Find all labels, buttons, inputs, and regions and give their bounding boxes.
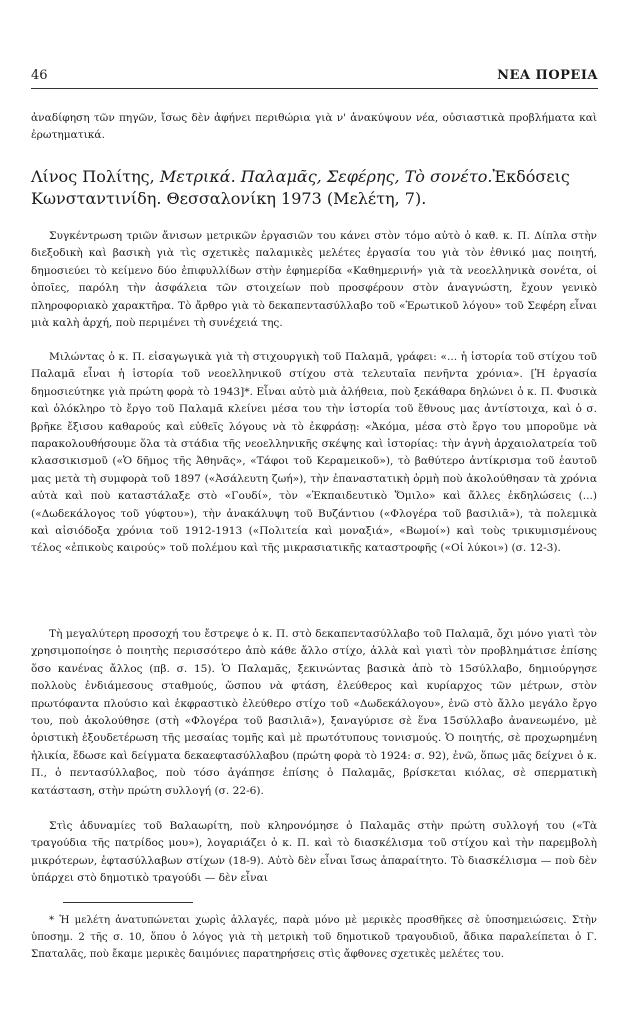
- footnote: * Ἡ μελέτη ἀνατυπώνεται χωρὶς ἀλλαγές, παρὰ μόνο μὲ μερικὲς προσθῆκες σὲ ὑποσημειώσεις. Στὴν ὑποσημ. 2 τῆς σ. 10, ὅπου ὁ λόγος γιὰ τὴ μετρικὴ τοῦ δημοτικοῦ τραγουδιοῦ, ἄδικα παραλείπεται ὁ Γ. Σπαταλᾶς, ποὺ ἔκαμε μερικὲς δαιμόνιες παρατηρήσεις στὶς ἄφθονες σχετικὲς μελέτες του.: [31, 915, 597, 960]
- running-title: ΝΕΑ ΠΟΡΕΙΑ: [497, 68, 598, 83]
- footnote-divider: [63, 902, 193, 903]
- book-publisher: Ἐκδόσεις Κωνσταντινίδη. Θεσσαλονίκη 1973 (Μελέτη, 7).: [31, 167, 570, 208]
- review-paragraph-3: Τὴ μεγαλύτερη προσοχή του ἔστρεψε ὁ κ. Π. στὸ δεκαπεντασύλλαβο τοῦ Παλαμᾶ, ὄχι μόνο γιατὶ τὸν χρησιμοποίησε ὁ ποιητὴς περισσότερο ἀπὸ κάθε ἄλλο στίχο, ἀλλὰ καὶ γιατὶ τὸν προβλημάτισε ἐπίσης ὅσο κανένας ἄλλος (πβ. σ. 15). Ὁ Παλαμᾶς, ξεκινώντας βασικὰ ἀπὸ τὸ 15σύλλαβο, δημιούργησε πολλοὺς ἐνδιάμεσους σταθμούς, ὥσπου νὰ φτάση, ἐλεύθερος καὶ κυρίαρχος τῶν μέτρων, στὸν πρωτόφαντα πλούσιο καὶ ἐκφραστικὸ ἐλεύθερο στίχο τοῦ «Δωδεκάλογου», ἐνῶ στὸ ἄλλο μεγάλο ἔργο του, ποὺ ἀκολούθησε (στὴ «Φλογέρα τοῦ βασιλιᾶ»), ξαναγύρισε σὲ ἕνα 15σύλλαβο ἀνανεωμένο, μὲ ὁριστικὴ ἐξουδετέρωση τῆς μεσαίας τομῆς καὶ μὲ πρωτότυπους τονισμούς. Ὁ ποιητής, σὲ προχωρημένη ἡλικία, ἔδωσε καὶ δείγματα δεκαεφτασύλλαβου (πρώτη φορὰ τὸ 1924: σ. 92), ἐνῶ, ὅπως μᾶς δείχνει ὁ κ. Π., ὁ πεντασύλλαβος, ποὺ τόσο ἀγάπησε ἐπίσης ὁ Παλαμᾶς, βρίσκεται κιόλας, σὲ σπερματικὴ κατάσταση, στὴν πρώτη συλλογή (σ. 22-6).: [31, 628, 597, 797]
- review-paragraph-4: Στὶς ἀδυναμίες τοῦ Βαλαωρίτη, ποὺ κληρονόμησε ὁ Παλαμᾶς στὴν πρώτη συλλογή του («Τὰ τραγούδια τῆς πατρίδος μου»), λογαριάζει ὁ κ. Π. καὶ τὸ διασκέλισμα τοῦ στίχου καὶ τὴν παρεμβολὴ μικρότερων, ἑφτασύλλαβων στίχων (18-9). Αὐτὸ δὲν εἶναι ἴσως ἀπαραίτητο. Τὸ διασκέλισμα — ποὺ δὲν ὑπάρχει στὸ δημοτικὸ τραγούδι — δὲν εἶναι: [31, 820, 597, 885]
- book-citation: [31, 166, 597, 210]
- review-paragraph-2: Μιλώντας ὁ κ. Π. εἰσαγωγικὰ γιὰ τὴ στιχουργικὴ τοῦ Παλαμᾶ, γράφει: «... ἡ ἱστορία τοῦ στίχου τοῦ Παλαμᾶ εἶναι ἡ ἱστορία τοῦ νεοελληνικοῦ στίχου στὰ τελευταῖα πενῆντα χρόνια». [Ἡ ἐργασία δημοσιεύτηκε γιὰ πρώτη φορὰ τὸ 1943]*. Εἶναι αὐτὸ μιὰ ἀλήθεια, ποὺ ξεκάθαρα δηλώνει ὁ κ. Π. Φυσικὰ καὶ ὁλόκληρο τὸ ἔργο τοῦ Παλαμᾶ κλείνει μέσα του τὴν ἱστορία τοῦ ἔθνους μας ἀντίστοιχα, καὶ ὁ σ. βρῆκε ἔξισου καθαρούς καὶ εὐθεῖς λόγους νὰ τὸ ἐκφράσῃ: «Ἀκόμα, μέσα στὸ ἔργο του μποροῦμε νὰ παρακολουθήσουμε ὅλα τὰ στάδια τῆς νεοελληνικῆς σκέψης καὶ ἱστορίας: τὴν ἁγνὴ ἀρχαιολατρεία τοῦ κλασσικισμοῦ («Ὁ δῆμος τῆς Ἀθηνᾶς», «Τάφοι τοῦ Κεραμεικοῦ»), τὸ βαθύτερο ἀντίκρισμα τοῦ ἑαυτοῦ μας μετὰ τὴ συμφορὰ τοῦ 1897 («Ἀσάλευτη ζωή»), τὴν ἐπαναστατικὴ ὁρμὴ ποὺ ἀκολούθησαν τὰ χρόνια αὐτὰ καὶ ποὺ καταστάλαξε στὸ «Γουδί», τὸν «Ἐκπαιδευτικὸ Ὅμιλο» καὶ ἄλλες ἐκδηλώσεις (...) («Δωδεκάλογος τοῦ γύφτου»), τὴν ἀνακάλυψη τοῦ Βυζάντιου («Φλογέρα τοῦ βασιλιᾶ»), τὰ πολεμικὰ καὶ αἰσιόδοξα χρόνια τοῦ 1912-1913 («Πολιτεία καὶ μοναξιά», «Βωμοί») καὶ τοὺς τρικυμισμένους τέλος «ἐπικοὺς καιρούς» τοῦ πολέμου καὶ τῆς μικρασιατικῆς καταστροφῆς («Οἱ λύκοι») (σ. 12-3).: [31, 351, 597, 555]
- review-paragraph-1: Συγκέντρωση τριῶν ἄνισων μετρικῶν ἐργασιῶν του κάνει στὸν τόμο αὐτὸ ὁ καθ. κ. Π. Δίπλα στὴν διεξοδικὴ καὶ βασικὴ γιὰ τὶς σχετικὲς παλαμικὲς μελέτες ἐργασία του γιὰ τὸν ἐθνικό μας ποιητή, δημοσιεύει τὸ κείμενο δύο ἐπιφυλλίδων στὴν ἐφημερίδα «Καθημερινή» γιὰ τὰ νεοελληνικὰ σονέτα, οἱ ὁποῖες, παρόλη τὴν ἀσφάλεια τῶν στοιχείων ποὺ προσφέρουν στὸν ἀναγνώστη, ἔχουν γενικὸ πληροφοριακὸ χαρακτῆρα. Τὸ ἄρθρο γιὰ τὸ δεκαπεντασύλλαβο τοῦ «Ἐρωτικοῦ λόγου» τοῦ Σεφέρη εἶναι μιὰ καλὴ ἀρχή, ποὺ περιμένει τὴ συνέχειά της.: [31, 230, 597, 330]
- header-divider: [31, 88, 598, 89]
- page-number: 46: [31, 68, 48, 83]
- intro-paragraph: ἀναδίφηση τῶν πηγῶν, ἴσως δὲν ἀφήνει περιθώρια γιὰ ν' ἀνακύψουν νέα, οὐσιαστικὰ προβλήματα καὶ ἐρωτηματικά.: [31, 112, 597, 142]
- book-author: Λίνος Πολίτης,: [31, 167, 160, 186]
- book-title: Μετρικά. Παλαμᾶς, Σεφέρης, Τὸ σονέτο.: [159, 167, 493, 186]
